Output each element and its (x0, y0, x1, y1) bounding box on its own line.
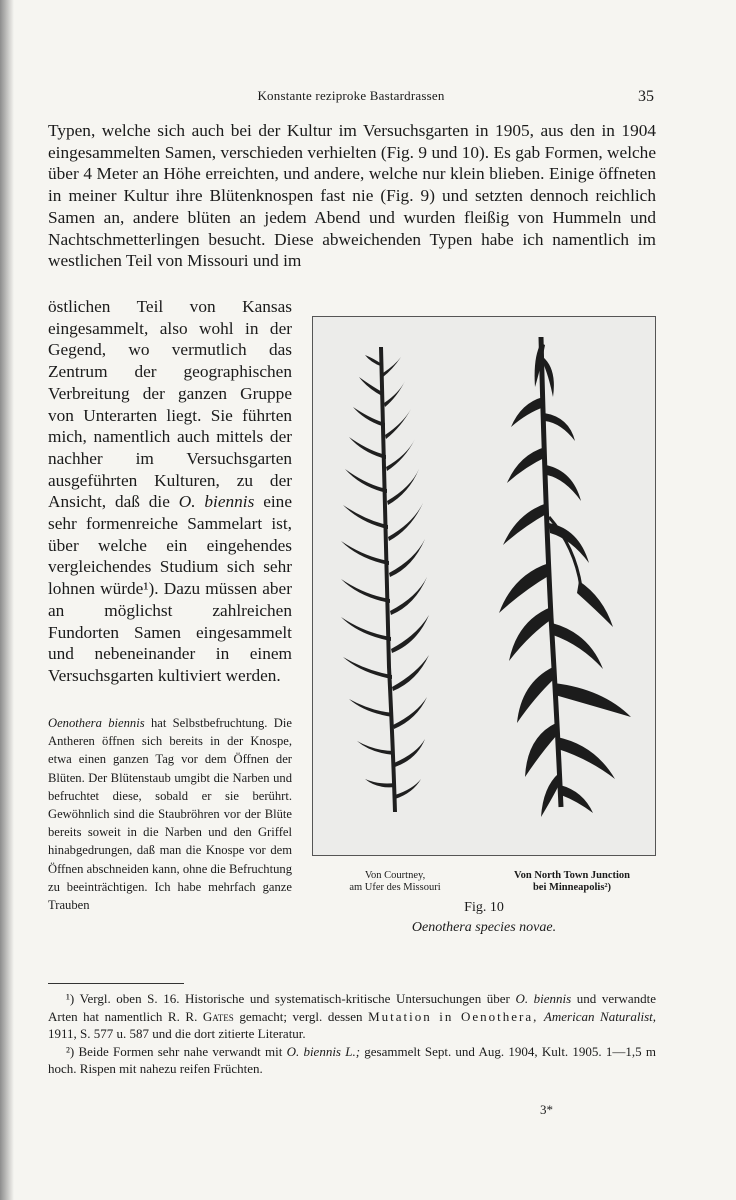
signature-mark: 3* (540, 1102, 553, 1117)
small-print-paragraph (48, 714, 292, 914)
figure-photograph (312, 316, 656, 856)
footnote-1-text-b: und verwandte Arten hat namentlich R. R. (48, 991, 656, 1024)
left-plant (341, 347, 429, 812)
species-name: O. biennis (178, 492, 255, 512)
figure-label: Fig. 10 (464, 900, 504, 915)
footnote-1-text-d: 1911, S. 577 u. 587 und die dort zitierte Literatur. (48, 1026, 306, 1041)
footnotes (48, 990, 656, 1078)
body-column-text-a: östlichen Teil von Kansas eingesammelt, also wohl in der Gegend, wo vermutlich das Zentrum der geographischen Verbreitung der ganzen Gruppe von Unterarten liegt. Sie führten mich, namentlich auch mittels der nachher im Versuchsgarten ausgeführten Kulturen, zu der Ansicht, daß die (48, 297, 292, 512)
right-plant (499, 337, 631, 817)
footnote-divider (48, 983, 184, 984)
footnote-2 (48, 1043, 656, 1078)
small-species-name: Oenothera biennis (48, 716, 145, 730)
footnote-1-author: Gates (202, 1008, 234, 1024)
plant-illustration (313, 317, 655, 855)
footnote-1-species: O. biennis (515, 991, 572, 1006)
footnote-2-text-a: ²) Beide Formen sehr nahe verwandt mit (66, 1043, 287, 1059)
small-print-text: hat Selbstbefruchtung. Die Antheren öffnen sich bereits in der Knospe, etwa einen ganzen Tag vor dem Öffnen der Blüten. Der Blütenstaub umgibt die Narben und befruchtet diese, sobald er sie berührt. Gewöhnlich sind die Staubröhren vor der Blüte bereits soweit in die Narben und den Griffel hinabgedrungen, daß man die Knospe vor dem Öffnen abschneiden kann, ohne die Befruchtung zu beeinträchtigen. Ich habe mehrfach ganze Trauben (48, 716, 292, 913)
footnote-1-work: Mutation in Oenothera, (368, 1008, 539, 1024)
footnote-1 (48, 990, 656, 1043)
running-title: Konstante reziproke Bastardrassen (257, 88, 445, 103)
footnote-2-species: O. biennis L.; (286, 1043, 361, 1059)
body-column-text-b: eine sehr formenreiche Sammelart ist, über welche ein eingehendes vergleichendes Studium sich sehr lohnen würde¹). Dazu müssen aber an möglichst zahlreichen Fundorten Samen eingesammelt und nebeneinander in einem Versuchsgarten kultiviert werden. (48, 492, 292, 685)
body-paragraph-column (48, 296, 292, 687)
body-paragraph-full-width: Typen, welche sich auch bei der Kultur im Versuchsgarten in 1905, aus den in 1904 eingesammelten Samen, verschieden verhielten (Fig. 9 und 10). Es gab Formen, welche über 4 Meter an Höhe erreichten, und andere, welche nur klein blieben. Einige öffneten in meiner Kultur ihre Blütenknospen fast nie (Fig. 9) und setzten dennoch reichlich Samen an, andere blüten an jedem Abend und wurden fleißig von Hummeln und Nachtschmetterlingen besucht. Diese abweichenden Typen habe ich namentlich im westlichen Teil von Missouri und im (48, 121, 656, 271)
footnote-1-journal: American Naturalist, (543, 1008, 657, 1024)
page-number: 35 (638, 88, 654, 105)
footnote-1-text-c: gemacht; vergl. dessen (233, 1008, 369, 1024)
figure-caption-left: Von Courtney, am Ufer des Missouri (349, 870, 441, 893)
figure-caption-right: Von North Town Junction bei Minneapolis²) (513, 870, 631, 893)
footnote-2-text-b: gesammelt Sept. und Aug. 1904, Kult. 1905. 1—1,5 m hoch. Rispen mit nahezu reifen Früchten. (48, 1043, 657, 1076)
footnote-1-text-a: ¹) Vergl. oben S. 16. Historische und systematisch-kritische Untersuchungen über (66, 991, 516, 1006)
figure-title: Oenothera species novae. (411, 920, 557, 935)
page-edge-shadow (0, 0, 14, 1200)
